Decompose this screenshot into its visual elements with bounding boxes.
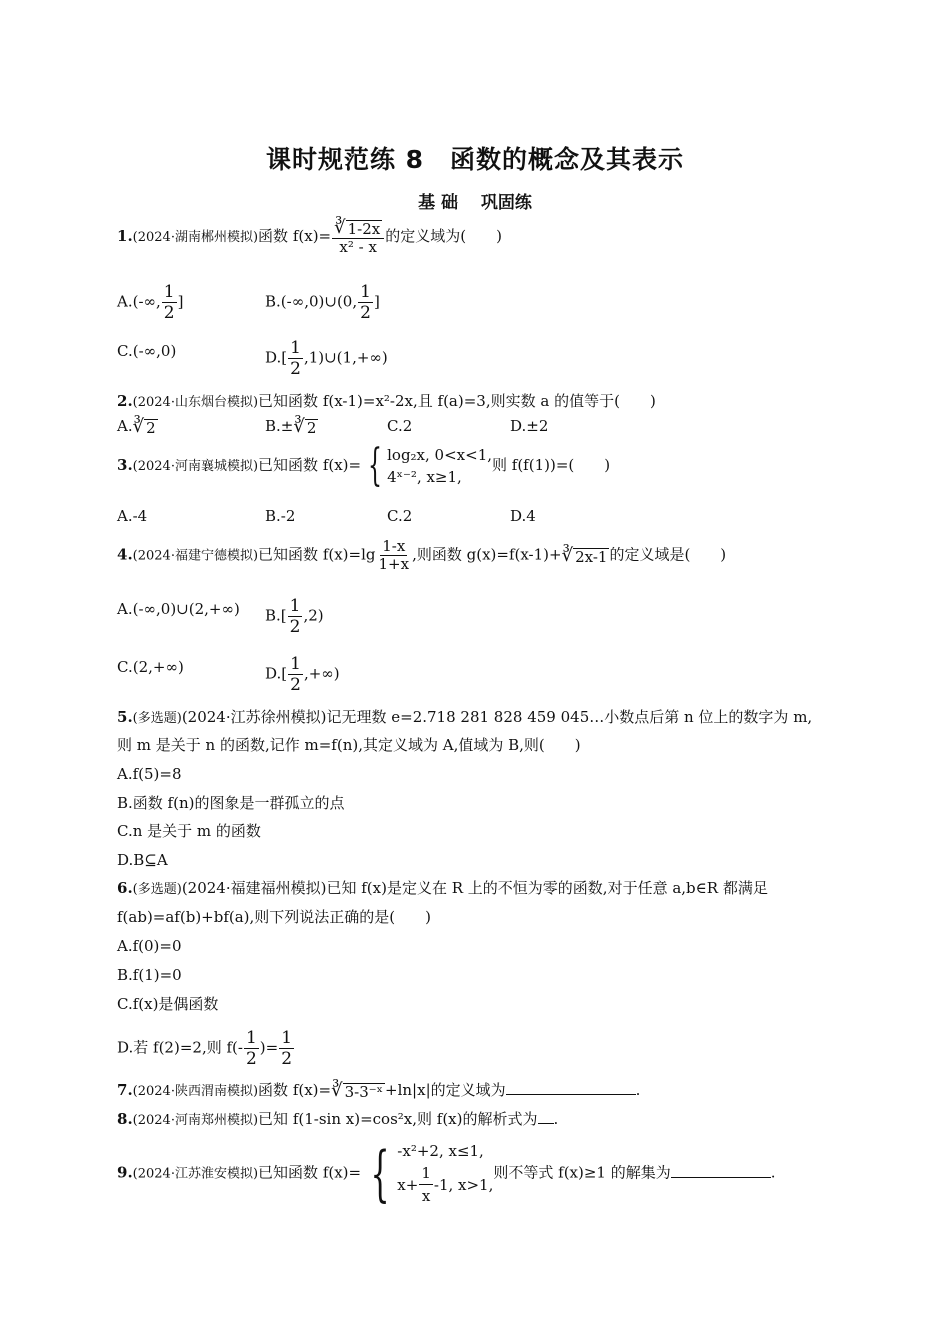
question-1: 1.(2024·湖南郴州模拟)函数 f(x)= ∛ 1-2x x² - x 的定义域为( ): [117, 217, 502, 256]
option-d: D.[ $\frac{1}{2}$ ,+∞): [265, 654, 340, 695]
option-a: A.(-∞,0)∪(2,+∞): [117, 600, 240, 618]
answer-blank[interactable]: [671, 1161, 771, 1178]
option-b: B.函数 f(n)的图象是一群孤立的点: [117, 794, 345, 812]
cube-root: ∛ 1-2x: [334, 217, 381, 238]
option-d: D.若 f(2)=2,则 f(- $\frac{1}{2}$ )= $\frac{1}{2}$: [117, 1028, 293, 1069]
option-a: A.f(5)=8: [117, 765, 182, 783]
question-9: 9.(2024·江苏淮安模拟)已知函数 f(x)= { -x²+2, x≤1, x+ $\frac{1}{x}$ -1, x>1, 则不等式 f(x)≥1 的解集为 .: [117, 1138, 776, 1209]
option-b: B.(-∞,0)∪(0, $\frac{1}{2}$ ]: [265, 282, 380, 323]
option-c: C.n 是关于 m 的函数: [117, 822, 261, 840]
option-b: B.-2: [265, 507, 296, 525]
option-b: B.[ $\frac{1}{2}$ ,2): [265, 596, 324, 637]
option-a: A.f(0)=0: [117, 937, 182, 955]
question-8: 8.(2024·河南郑州模拟)已知 f(1-sin x)=cos²x,则 f(x)的解析式为 .: [117, 1107, 558, 1132]
option-c: C.2: [387, 417, 413, 435]
option-c: C.2: [387, 507, 413, 525]
question-5-line-2: 则 m 是关于 n 的函数,记作 m=f(n),其定义域为 A,值域为 B,则( ): [117, 736, 581, 754]
answer-blank[interactable]: [538, 1107, 554, 1124]
option-d: D.±2: [510, 417, 549, 435]
question-6-line-2: f(ab)=af(b)+bf(a),则下列说法正确的是( ): [117, 908, 432, 926]
option-b: B.± ∛ 2: [265, 416, 317, 437]
option-a: A. ∛ 2: [117, 416, 156, 437]
option-c: C.(2,+∞): [117, 658, 184, 676]
answer-blank[interactable]: [506, 1078, 636, 1095]
fraction: ∛ 1-2x x² - x: [332, 218, 384, 256]
option-d: D.B⊆A: [117, 851, 168, 869]
question-7: 7.(2024·陕西渭南模拟)函数 f(x)= ∛ 3-3⁻ˣ +ln|x|的定义域为 .: [117, 1080, 641, 1101]
question-5: 5.(多选题)(2024·江苏徐州模拟)记无理数 e=2.718 281 828 459 045…小数点后第 n 位上的数字为 m,: [117, 708, 813, 726]
question-4: 4.(2024·福建宁德模拟)已知函数 f(x)=lg $\frac{1-x}{1+x}$ ,则函数 g(x)=f(x-1)+ ∛ 2x-1 的定义域是( ): [117, 537, 727, 573]
option-c: C.f(x)是偶函数: [117, 995, 219, 1013]
question-3: 3.(2024·河南襄城模拟)已知函数 f(x)= { log₂x, 0<x<1, 4ˣ⁻², x≥1, 则 f(f(1))=( ): [117, 440, 611, 491]
option-c: C.(-∞,0): [117, 342, 177, 360]
option-a: A.(-∞, $\frac{1}{2}$ ]: [117, 282, 184, 323]
piecewise-function: { log₂x, 0<x<1, 4ˣ⁻², x≥1,: [368, 440, 492, 491]
option-d: D.4: [510, 507, 536, 525]
option-b: B.f(1)=0: [117, 966, 182, 984]
question-2: 2.(2024·山东烟台模拟)已知函数 f(x-1)=x²-2x,且 f(a)=3,则实数 a 的值等于( ): [117, 392, 656, 410]
page-title: 课时规范练 8 函数的概念及其表示: [265, 145, 685, 174]
question-number: 1: [117, 227, 128, 245]
option-a: A.-4: [117, 507, 148, 525]
question-6: 6.(多选题)(2024·福建福州模拟)已知 f(x)是定义在 R 上的不恒为零的函数,对于任意 a,b∈R 都满足: [117, 879, 768, 897]
piecewise-function: { -x²+2, x≤1, x+ $\frac{1}{x}$ -1, x>1,: [370, 1138, 494, 1209]
question-source: (2024·湖南郴州模拟): [132, 230, 259, 245]
section-title: 基 础 巩固练: [418, 193, 532, 213]
option-d: D.[ $\frac{1}{2}$ ,1)∪(1,+∞): [265, 338, 388, 379]
